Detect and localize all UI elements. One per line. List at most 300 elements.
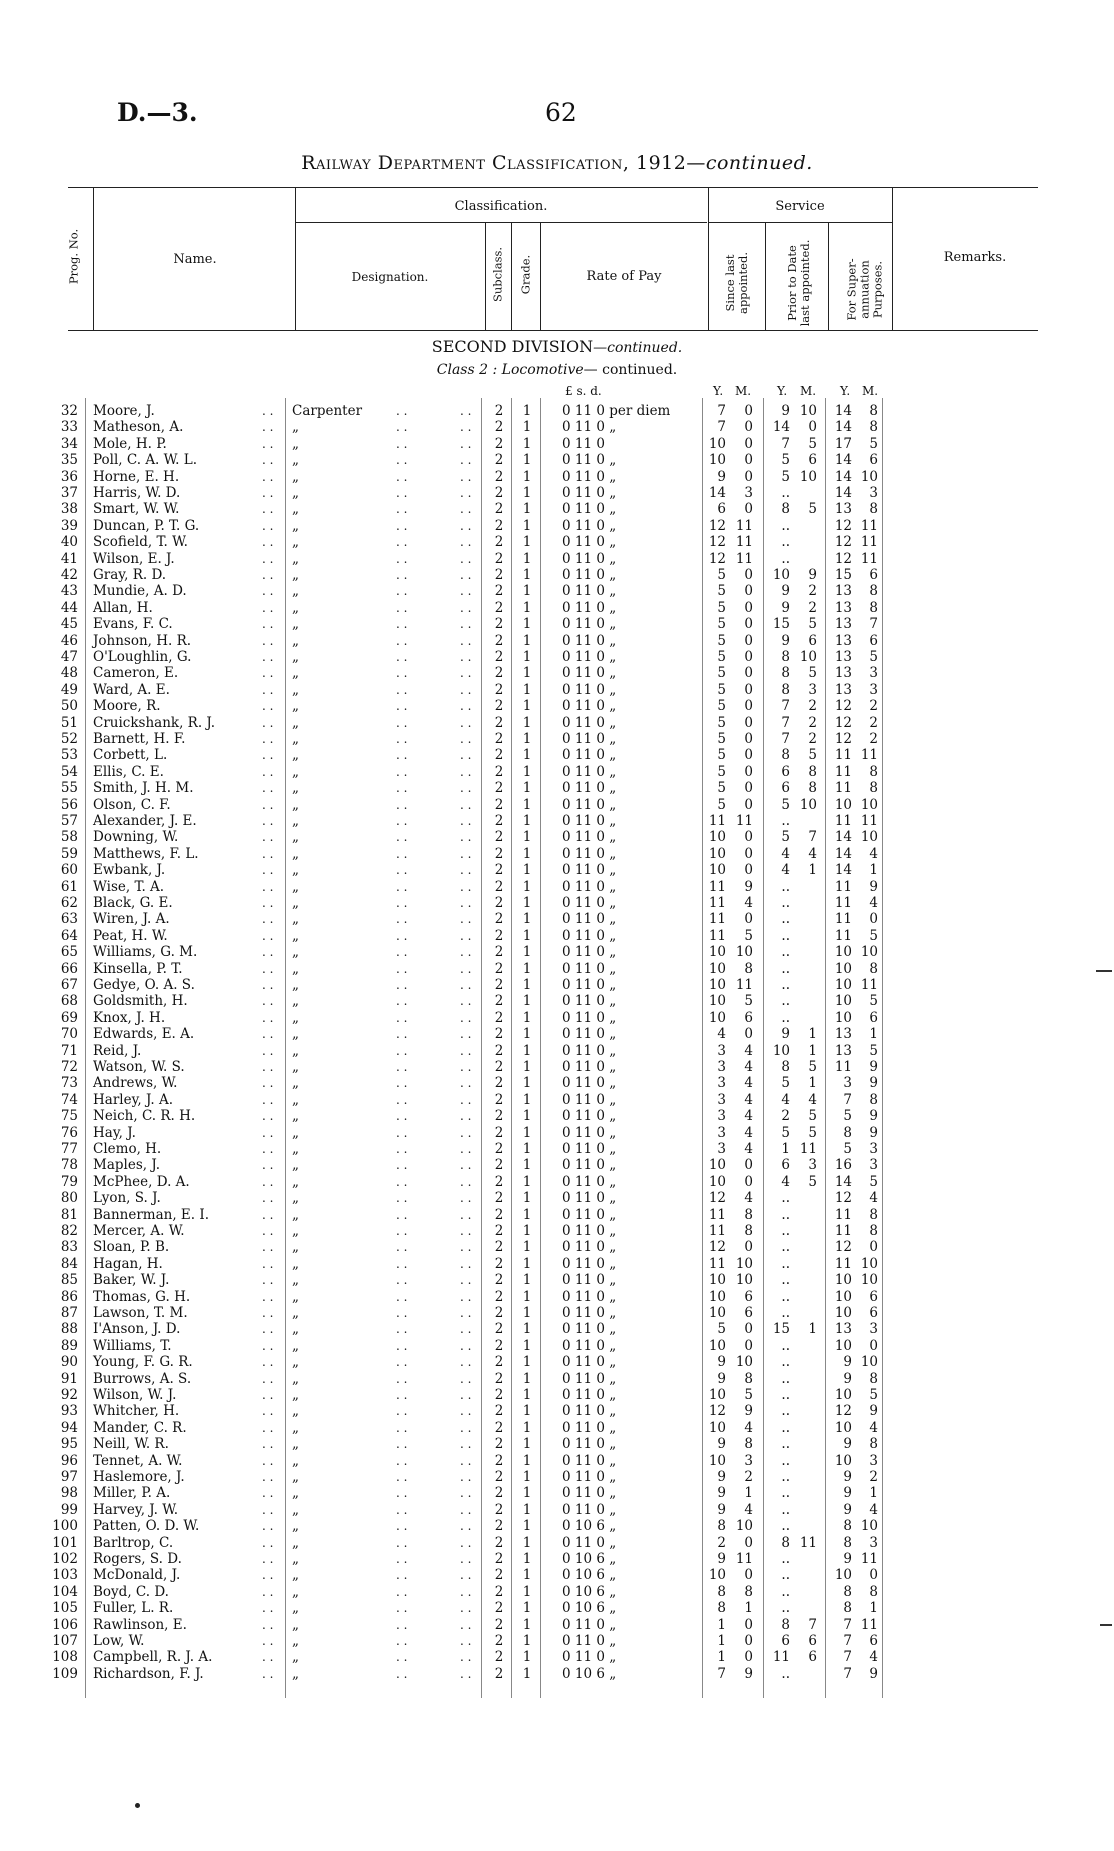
- prior-years: ..: [781, 1009, 790, 1026]
- since-last-years: 10: [708, 452, 726, 469]
- employee-name: Cruickshank, R. J.: [93, 714, 216, 731]
- table-row: [0, 1157, 1114, 1174]
- rate-of-pay: 0 11 0 „: [562, 567, 617, 583]
- prog-number: 102: [52, 1551, 78, 1567]
- grade: 1: [522, 1436, 532, 1453]
- table-row: [0, 977, 1114, 994]
- employee-name: Andrews, W.: [93, 1075, 178, 1092]
- subclass: 2: [494, 681, 504, 698]
- prior-months: 2: [808, 714, 817, 731]
- rate-of-pay: 0 11 0 „: [562, 1124, 617, 1141]
- table-row: [0, 1518, 1114, 1535]
- prior-years: 4: [781, 1173, 790, 1190]
- prior-years: 8: [781, 1059, 790, 1075]
- leader-dots: . .: [262, 1092, 274, 1107]
- since-last-years: 11: [708, 878, 726, 895]
- leader-dots: . .: [262, 1174, 274, 1189]
- superannuation-years: 16: [834, 1157, 852, 1174]
- since-last-years: 11: [708, 927, 726, 944]
- superannuation-years: 9: [843, 1501, 852, 1518]
- leader-dots: . .: [262, 1289, 274, 1304]
- since-last-months: 11: [735, 517, 753, 534]
- designation: „: [292, 698, 299, 715]
- grade: 1: [522, 1173, 532, 1190]
- designation: „: [292, 1551, 299, 1567]
- since-last-years: 12: [708, 517, 726, 534]
- prior-months: 7: [808, 1616, 817, 1633]
- subclass: 2: [494, 1354, 504, 1371]
- superannuation-months: 0: [869, 1567, 878, 1584]
- leader-dots: . .: [262, 896, 274, 910]
- since-last-years: 10: [708, 1567, 726, 1584]
- subclass: 2: [494, 1436, 504, 1453]
- grade: 1: [522, 1567, 532, 1584]
- since-last-months: 4: [744, 1042, 753, 1059]
- grade: 1: [522, 1403, 532, 1420]
- prior-months: 2: [808, 698, 817, 715]
- prog-number: 103: [52, 1567, 78, 1584]
- col-divider-service2: [828, 222, 829, 330]
- superannuation-years: 11: [834, 878, 852, 895]
- classification-header: Classification.: [454, 199, 548, 214]
- designation: „: [292, 911, 299, 928]
- subclass: 2: [494, 1419, 504, 1436]
- designation: „: [292, 1255, 299, 1272]
- since-last-months: 3: [744, 485, 753, 501]
- since-last-years: 9: [717, 1501, 726, 1518]
- rate-of-pay: 0 11 0 „: [562, 911, 617, 928]
- rate-of-pay: 0 10 6 „: [562, 1665, 617, 1682]
- rate-of-pay: 0 11 0 „: [562, 813, 617, 829]
- table-row: [0, 1092, 1114, 1109]
- since-last-years: 10: [708, 1009, 726, 1026]
- subclass: 2: [494, 485, 504, 501]
- prog-number: 92: [60, 1387, 78, 1403]
- since-last-years: 3: [717, 1108, 726, 1125]
- employee-name: Kinsella, P. T.: [93, 960, 183, 977]
- prior-months: 10: [799, 403, 817, 419]
- superannuation-years: 13: [834, 501, 852, 518]
- designation: Carpenter: [292, 403, 363, 419]
- leader-dots: . .: [396, 535, 408, 550]
- superannuation-years: 11: [834, 1223, 852, 1239]
- subclass: 2: [494, 1042, 504, 1059]
- superannuation-months: 1: [869, 1600, 878, 1617]
- rate-of-pay: 0 11 0 „: [562, 878, 617, 895]
- since-last-months: 10: [735, 1272, 753, 1289]
- since-last-months: 4: [744, 1501, 753, 1518]
- subclass: 2: [494, 1190, 504, 1207]
- prog-number: 95: [60, 1436, 78, 1453]
- designation: „: [292, 616, 299, 633]
- designation: „: [292, 1354, 299, 1371]
- prior-years: ..: [781, 977, 790, 993]
- prog-number: 46: [60, 632, 78, 649]
- rate-of-pay: 0 10 6 „: [562, 1551, 617, 1567]
- since-last-months: 0: [744, 1633, 753, 1649]
- employee-name: Downing, W.: [93, 829, 179, 846]
- grade: 1: [522, 517, 532, 534]
- subclass: 2: [494, 780, 504, 797]
- prog-number: 94: [60, 1419, 78, 1436]
- table-row: [0, 1584, 1114, 1601]
- superannuation-years: 10: [834, 960, 852, 977]
- superannuation-months: 5: [869, 435, 878, 452]
- since-last-months: 9: [744, 1665, 753, 1682]
- superannuation-months: 3: [869, 485, 878, 501]
- superannuation-months: 0: [869, 1337, 878, 1354]
- superannuation-years: 12: [834, 698, 852, 715]
- since-last-years: 5: [717, 665, 726, 682]
- superannuation-months: 5: [869, 1387, 878, 1403]
- leader-dots: . .: [460, 518, 472, 533]
- prior-years: 1: [781, 1141, 790, 1157]
- designation: „: [292, 1223, 299, 1239]
- since-last-years: 1: [717, 1649, 726, 1666]
- since-last-years: 8: [717, 1583, 726, 1600]
- employee-name: Gray, R. D.: [93, 567, 167, 583]
- leader-dots: . .: [460, 682, 472, 697]
- leader-dots: . .: [396, 1453, 408, 1468]
- classification-rule: [295, 222, 707, 223]
- superannuation-months: 9: [869, 1124, 878, 1141]
- superannuation-years: 12: [834, 1403, 852, 1420]
- subclass: 2: [494, 616, 504, 633]
- rate-of-pay: 0 11 0 „: [562, 649, 617, 665]
- rate-of-pay: 0 11 0 „: [562, 1009, 617, 1026]
- employee-name: Poll, C. A. W. L.: [93, 452, 197, 469]
- prog-number: 35: [60, 452, 78, 469]
- leader-dots: . .: [396, 1207, 408, 1222]
- designation: „: [292, 927, 299, 944]
- leader-dots: . .: [460, 863, 472, 878]
- leader-dots: . .: [460, 1043, 472, 1058]
- leader-dots: . .: [262, 404, 274, 418]
- table-row: [0, 1436, 1114, 1453]
- leader-dots: . .: [460, 1371, 472, 1386]
- superannuation-years: 10: [834, 796, 852, 813]
- since-last-years: 5: [717, 681, 726, 698]
- leader-dots: . .: [262, 584, 274, 599]
- leader-dots: . .: [262, 1191, 274, 1206]
- leader-dots: . .: [396, 551, 408, 566]
- prior-months: 6: [808, 1633, 817, 1649]
- rate-of-pay: 0 11 0 „: [562, 1321, 617, 1338]
- prior-years: 6: [781, 1633, 790, 1649]
- employee-name: Corbett, L.: [93, 747, 168, 764]
- table-row: [0, 534, 1114, 551]
- employee-name: McDonald, J.: [93, 1567, 181, 1584]
- subclass: 2: [494, 1518, 504, 1535]
- rate-of-pay: 0 11 0 „: [562, 1485, 617, 1502]
- leader-dots: . .: [460, 978, 472, 992]
- leader-dots: . .: [396, 1420, 408, 1435]
- since-last-years: 5: [717, 649, 726, 665]
- since-last-months: 6: [744, 1305, 753, 1321]
- grade: 1: [522, 1042, 532, 1059]
- superannuation-years: 10: [834, 1305, 852, 1321]
- prior-months: 2: [808, 599, 817, 616]
- prior-months: 8: [808, 780, 817, 797]
- rate-of-pay: 0 11 0 „: [562, 1042, 617, 1059]
- leader-dots: . .: [262, 1158, 274, 1173]
- superannuation-months: 3: [869, 681, 878, 698]
- prior-years: ..: [781, 1255, 790, 1272]
- since-last-months: 4: [744, 1091, 753, 1108]
- rate-of-pay: 0 11 0 „: [562, 1141, 617, 1157]
- table-row: [0, 1125, 1114, 1142]
- table-row: [0, 633, 1114, 650]
- prior-months: 6: [808, 452, 817, 469]
- leader-dots: . .: [396, 748, 408, 763]
- leader-dots: . .: [460, 1535, 472, 1550]
- superannuation-years: 12: [834, 731, 852, 747]
- prog-number: 51: [60, 714, 78, 731]
- leader-dots: . .: [460, 715, 472, 730]
- designation: „: [292, 780, 299, 797]
- prior-years: ..: [781, 1551, 790, 1567]
- since-last-years: 10: [708, 944, 726, 961]
- superannuation-years: 8: [843, 1534, 852, 1551]
- prior-years: 8: [781, 665, 790, 682]
- leader-dots: . .: [460, 846, 472, 861]
- superannuation-months: 4: [869, 895, 878, 911]
- grade: 1: [522, 1255, 532, 1272]
- leader-dots: . .: [396, 486, 408, 500]
- subclass: 2: [494, 649, 504, 665]
- subclass: 2: [494, 1485, 504, 1502]
- subclass: 2: [494, 1633, 504, 1649]
- rate-of-pay: 0 11 0 „: [562, 862, 617, 879]
- table-row: [0, 1190, 1114, 1207]
- prog-number: 77: [60, 1141, 78, 1157]
- superannuation-years: 8: [843, 1518, 852, 1535]
- grade: 1: [522, 616, 532, 633]
- superannuation-months: 8: [869, 1223, 878, 1239]
- prog-number: 64: [60, 927, 78, 944]
- since-last-months: 0: [744, 1567, 753, 1584]
- leader-dots: . .: [460, 1191, 472, 1206]
- grade: 1: [522, 1157, 532, 1174]
- superannuation-years: 13: [834, 1026, 852, 1043]
- leader-dots: . .: [396, 879, 408, 894]
- grade: 1: [522, 599, 532, 616]
- employee-name: Haslemore, J.: [93, 1469, 185, 1485]
- prior-years: ..: [781, 1518, 790, 1535]
- since-last-header: Since last appointed.: [723, 251, 750, 315]
- rate-of-pay: 0 10 6 „: [562, 1583, 617, 1600]
- grade: 1: [522, 501, 532, 518]
- grade: 1: [522, 960, 532, 977]
- since-last-months: 0: [744, 1157, 753, 1174]
- prior-months: 5: [808, 616, 817, 633]
- superannuation-months: 10: [860, 1354, 878, 1371]
- prior-months: 2: [808, 583, 817, 600]
- rate-of-pay: 0 11 0 „: [562, 1370, 617, 1387]
- leader-dots: . .: [396, 928, 408, 943]
- prog-number: 57: [60, 813, 78, 829]
- prog-number: 80: [60, 1190, 78, 1207]
- table-row: [0, 1403, 1114, 1420]
- prior-months: 3: [808, 1157, 817, 1174]
- subclass-header: Subclass.: [490, 246, 505, 303]
- superannuation-months: 2: [869, 714, 878, 731]
- superannuation-months: 7: [869, 616, 878, 633]
- superannuation-months: 6: [869, 632, 878, 649]
- leader-dots: . .: [460, 764, 472, 779]
- class-suffix: — continued.: [583, 362, 678, 378]
- table-row: [0, 1010, 1114, 1027]
- since-last-years: 12: [708, 1239, 726, 1256]
- grade: 1: [522, 862, 532, 879]
- since-last-months: 4: [744, 1059, 753, 1075]
- since-last-years: 12: [708, 1190, 726, 1207]
- table-row: [0, 1026, 1114, 1043]
- designation: „: [292, 1173, 299, 1190]
- since-last-months: 0: [744, 616, 753, 633]
- leader-dots: . .: [460, 568, 472, 582]
- since-last-years: 10: [708, 1173, 726, 1190]
- leader-dots: . .: [262, 1355, 274, 1370]
- leader-dots: . .: [262, 764, 274, 779]
- prog-number: 49: [60, 681, 78, 698]
- since-last-months: 0: [744, 1649, 753, 1666]
- since-last-years: 2: [717, 1534, 726, 1551]
- prog-number: 67: [60, 977, 78, 993]
- prior-years: 8: [781, 747, 790, 764]
- superannuation-years: 11: [834, 927, 852, 944]
- subclass: 2: [494, 1009, 504, 1026]
- grade: 1: [522, 1665, 532, 1682]
- table-row: [0, 682, 1114, 699]
- table-row: [0, 780, 1114, 797]
- subclass: 2: [494, 1567, 504, 1584]
- since-last-months: 6: [744, 1288, 753, 1305]
- since-last-months: 0: [744, 1337, 753, 1354]
- since-last-months: 6: [744, 1009, 753, 1026]
- grade: 1: [522, 1190, 532, 1207]
- leader-dots: . .: [262, 486, 274, 500]
- rate-of-pay: 0 11 0 „: [562, 1091, 617, 1108]
- table-row: [0, 583, 1114, 600]
- prior-years: ..: [781, 813, 790, 829]
- rate-of-pay: 0 11 0 „: [562, 1633, 617, 1649]
- designation: „: [292, 813, 299, 829]
- leader-dots: . .: [396, 1371, 408, 1386]
- designation: „: [292, 649, 299, 665]
- since-last-months: 0: [744, 714, 753, 731]
- leader-dots: . .: [460, 1388, 472, 1402]
- since-last-months: 8: [744, 1206, 753, 1223]
- leader-dots: . .: [262, 1486, 274, 1501]
- superannuation-months: 1: [869, 1026, 878, 1043]
- designation: „: [292, 1419, 299, 1436]
- rate-of-pay: 0 11 0 „: [562, 1239, 617, 1256]
- employee-name: Matheson, A.: [93, 419, 184, 436]
- leader-dots: . .: [262, 617, 274, 632]
- designation: „: [292, 632, 299, 649]
- designation: „: [292, 1567, 299, 1584]
- designation: „: [292, 1616, 299, 1633]
- since-last-months: 0: [744, 1616, 753, 1633]
- superannuation-years: 12: [834, 517, 852, 534]
- since-last-years: 10: [708, 829, 726, 846]
- subclass: 2: [494, 747, 504, 764]
- prior-months: 5: [808, 501, 817, 518]
- since-last-months: 0: [744, 567, 753, 583]
- since-last-months: 0: [744, 632, 753, 649]
- leader-dots: . .: [460, 486, 472, 500]
- designation: „: [292, 944, 299, 961]
- leader-dots: . .: [262, 1404, 274, 1419]
- prior-years: 4: [781, 845, 790, 862]
- superannuation-months: 11: [860, 517, 878, 534]
- designation: „: [292, 1141, 299, 1157]
- leader-dots: . .: [396, 1010, 408, 1025]
- grade: 1: [522, 1518, 532, 1535]
- since-last-months: 4: [744, 1419, 753, 1436]
- table-row: [0, 1289, 1114, 1306]
- table-row: [0, 649, 1114, 666]
- table-row: [0, 1371, 1114, 1388]
- prog-number: 108: [52, 1649, 78, 1666]
- leader-dots: . .: [460, 1470, 472, 1484]
- superannuation-years: 11: [834, 1059, 852, 1075]
- grade: 1: [522, 1223, 532, 1239]
- table-row: [0, 1535, 1114, 1552]
- rate-of-pay: 0 11 0 „: [562, 1206, 617, 1223]
- prior-years: 11: [772, 1649, 790, 1666]
- leader-dots: . .: [460, 1584, 472, 1599]
- designation: „: [292, 534, 299, 551]
- table-row: [0, 862, 1114, 879]
- leader-dots: . .: [460, 551, 472, 566]
- prior-months: 11: [799, 1141, 817, 1157]
- employee-name: Wilson, E. J.: [93, 550, 175, 567]
- prior-years: ..: [781, 944, 790, 961]
- prog-number: 107: [52, 1633, 78, 1649]
- superannuation-months: 2: [869, 698, 878, 715]
- table-row: [0, 1502, 1114, 1519]
- employee-name: Neich, C. R. H.: [93, 1108, 196, 1125]
- grade: 1: [522, 1551, 532, 1567]
- leader-dots: . .: [262, 1535, 274, 1550]
- leader-dots: . .: [396, 453, 408, 468]
- prog-number: 100: [52, 1518, 78, 1535]
- margin-mark: [1096, 970, 1112, 972]
- employee-name: Wise, T. A.: [93, 878, 165, 895]
- leader-dots: . .: [262, 732, 274, 746]
- grade: 1: [522, 1305, 532, 1321]
- grade: 1: [522, 1649, 532, 1666]
- leader-dots: . .: [262, 1338, 274, 1353]
- leader-dots: . .: [396, 1109, 408, 1124]
- leader-dots: . .: [396, 699, 408, 714]
- superannuation-months: 11: [860, 1616, 878, 1633]
- prior-months: 10: [799, 468, 817, 485]
- subclass: 2: [494, 435, 504, 452]
- prior-months: 6: [808, 1649, 817, 1666]
- superannuation-years: 13: [834, 1321, 852, 1338]
- designation: „: [292, 796, 299, 813]
- designation: „: [292, 960, 299, 977]
- superannuation-months: 8: [869, 1583, 878, 1600]
- since-last-months: 11: [735, 550, 753, 567]
- prior-years: ..: [781, 517, 790, 534]
- superannuation-years: 10: [834, 1288, 852, 1305]
- leader-dots: . .: [262, 1076, 274, 1091]
- rate-of-pay-header: Rate of Pay: [586, 269, 662, 284]
